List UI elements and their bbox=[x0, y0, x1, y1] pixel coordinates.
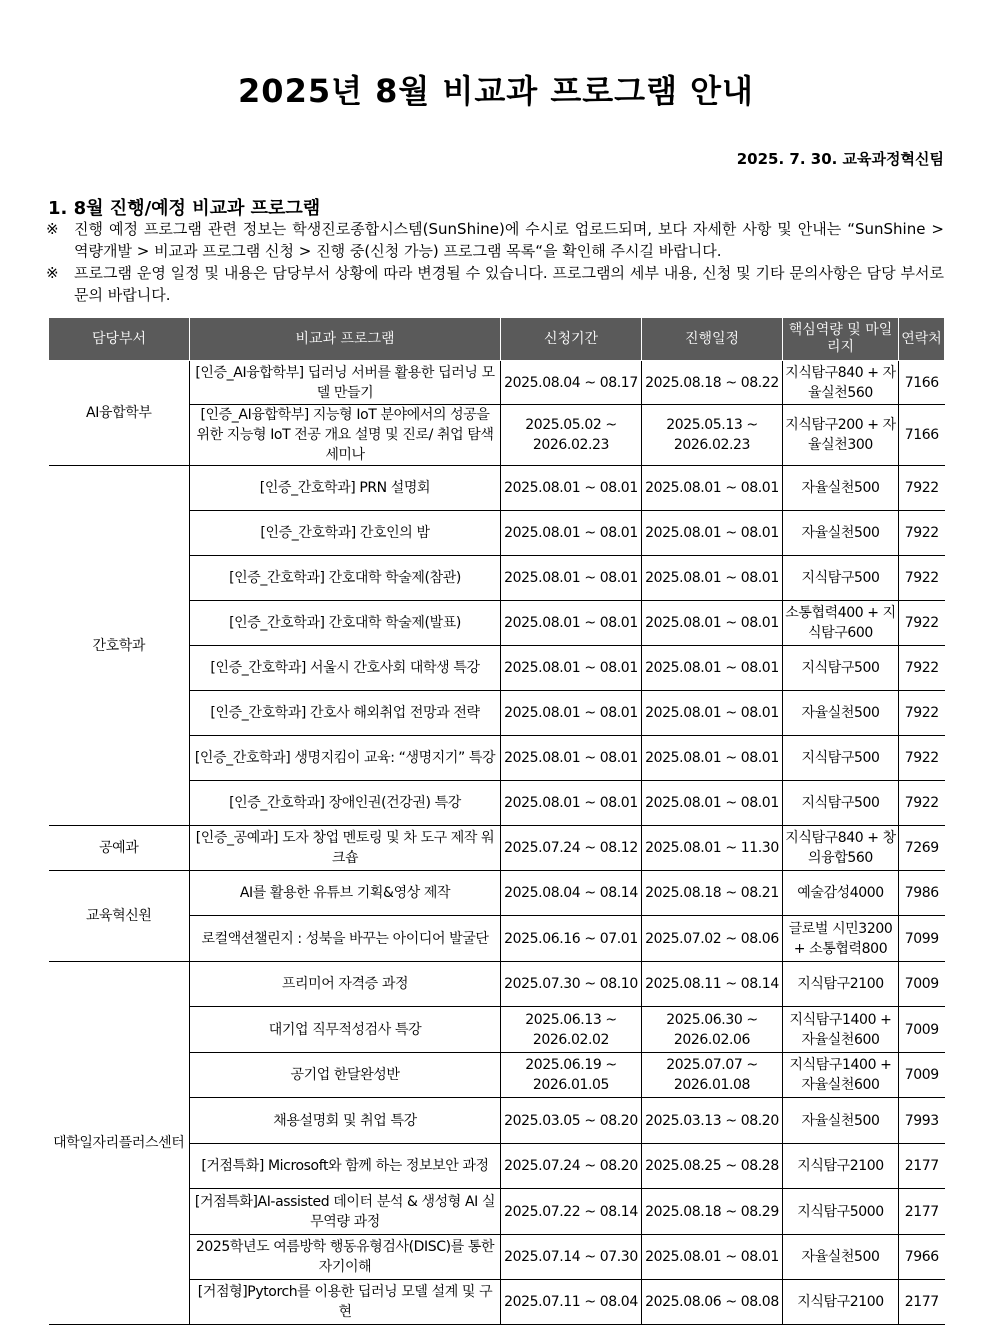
note-mark: ※ bbox=[46, 264, 59, 282]
apply-cell: 2025.08.01 ~ 08.01 bbox=[501, 691, 642, 736]
program-cell: 로컬액션챌린지 : 성북을 바꾸는 아이디어 발굴단 bbox=[190, 916, 501, 962]
program-cell: 2025학년도 여름방학 행동유형검사(DISC)를 통한 자기이해 bbox=[190, 1235, 501, 1280]
progress-cell: 2025.08.01 ~ 08.01 bbox=[642, 736, 783, 781]
apply-cell: 2025.07.24 ~ 08.12 bbox=[501, 826, 642, 871]
contact-cell: 7922 bbox=[899, 466, 945, 511]
contact-cell: 2177 bbox=[899, 1280, 945, 1325]
progress-cell: 2025.07.02 ~ 08.06 bbox=[642, 916, 783, 962]
program-cell: [인증_간호학과] 간호사 해외취업 전망과 전략 bbox=[190, 691, 501, 736]
competency-cell: 지식탐구5000 bbox=[783, 1189, 899, 1235]
program-cell: [인증_AI융합학부] 지능형 IoT 분야에서의 성공을 위한 지능형 IoT 전공 개요 설명 및 진로/ 취업 탐색 세미나 bbox=[190, 405, 501, 466]
dept-cell: 공예과 bbox=[49, 826, 190, 871]
competency-cell: 자율실천500 bbox=[783, 511, 899, 556]
progress-cell: 2025.06.30 ~ 2026.02.06 bbox=[642, 1007, 783, 1053]
header-contact: 연락처 bbox=[899, 318, 945, 361]
progress-cell: 2025.08.11 ~ 08.14 bbox=[642, 962, 783, 1007]
program-cell: [거점형]Pytorch를 이용한 딥러닝 모델 설계 및 구현 bbox=[190, 1280, 501, 1325]
competency-cell: 지식탐구1400 + 자율실천600 bbox=[783, 1007, 899, 1053]
competency-cell: 지식탐구2100 bbox=[783, 1280, 899, 1325]
contact-cell: 7166 bbox=[899, 405, 945, 466]
program-cell: [거점특화]AI-assisted 데이터 분석 & 생성형 AI 실무역량 과정 bbox=[190, 1189, 501, 1235]
table-row bbox=[49, 826, 945, 871]
progress-cell: 2025.08.01 ~ 08.01 bbox=[642, 466, 783, 511]
contact-cell: 7009 bbox=[899, 1053, 945, 1098]
table-row bbox=[49, 361, 945, 405]
apply-cell: 2025.08.04 ~ 08.14 bbox=[501, 871, 642, 916]
apply-cell: 2025.06.13 ~ 2026.02.02 bbox=[501, 1007, 642, 1053]
apply-cell: 2025.07.30 ~ 08.10 bbox=[501, 962, 642, 1007]
contact-cell: 7009 bbox=[899, 1007, 945, 1053]
progress-cell: 2025.08.18 ~ 08.21 bbox=[642, 871, 783, 916]
contact-cell: 7166 bbox=[899, 361, 945, 405]
contact-cell: 7922 bbox=[899, 601, 945, 646]
section-title: 1. 8월 진행/예정 비교과 프로그램 bbox=[48, 198, 321, 219]
dept-cell: AI융합학부 bbox=[49, 361, 190, 466]
contact-cell: 7922 bbox=[899, 781, 945, 826]
competency-cell: 지식탐구840 + 자율실천560 bbox=[783, 361, 899, 405]
contact-cell: 7922 bbox=[899, 556, 945, 601]
program-cell: [인증_AI융합학부] 딥러닝 서버를 활용한 딥러닝 모델 만들기 bbox=[190, 361, 501, 405]
competency-cell: 소통협력400 + 지식탐구600 bbox=[783, 601, 899, 646]
program-cell: 공기업 한달완성반 bbox=[190, 1053, 501, 1098]
header-apply-period: 신청기간 bbox=[501, 318, 642, 361]
apply-cell: 2025.08.01 ~ 08.01 bbox=[501, 781, 642, 826]
competency-cell: 예술감성4000 bbox=[783, 871, 899, 916]
progress-cell: 2025.08.18 ~ 08.29 bbox=[642, 1189, 783, 1235]
apply-cell: 2025.07.22 ~ 08.14 bbox=[501, 1189, 642, 1235]
table-header-row bbox=[49, 318, 945, 361]
competency-cell: 자율실천500 bbox=[783, 691, 899, 736]
header-dept: 담당부서 bbox=[49, 318, 190, 361]
contact-cell: 7269 bbox=[899, 826, 945, 871]
apply-cell: 2025.08.01 ~ 08.01 bbox=[501, 511, 642, 556]
apply-cell: 2025.06.16 ~ 07.01 bbox=[501, 916, 642, 962]
program-table bbox=[48, 317, 945, 1325]
progress-cell: 2025.08.01 ~ 08.01 bbox=[642, 646, 783, 691]
note-text: 진행 예정 프로그램 관련 정보는 학생진로종합시스템(SunShine)에 수시로 업로드되며, 보다 자세한 사항 및 안내는 “SunShine > 역량개발 > 비교과 프로그램 신청 > 진행 중(신청 가능) 프로그램 목록“을 확인해 주시길 바랍니다. bbox=[74, 220, 944, 260]
apply-cell: 2025.08.01 ~ 08.01 bbox=[501, 556, 642, 601]
contact-cell: 7966 bbox=[899, 1235, 945, 1280]
apply-cell: 2025.07.11 ~ 08.04 bbox=[501, 1280, 642, 1325]
apply-cell: 2025.08.01 ~ 08.01 bbox=[501, 466, 642, 511]
apply-cell: 2025.08.01 ~ 08.01 bbox=[501, 736, 642, 781]
competency-cell: 지식탐구500 bbox=[783, 736, 899, 781]
contact-cell: 7922 bbox=[899, 736, 945, 781]
progress-cell: 2025.07.07 ~ 2026.01.08 bbox=[642, 1053, 783, 1098]
contact-cell: 7922 bbox=[899, 511, 945, 556]
competency-cell: 자율실천500 bbox=[783, 1235, 899, 1280]
program-cell: [인증_간호학과] 간호대학 학술제(참관) bbox=[190, 556, 501, 601]
progress-cell: 2025.08.01 ~ 08.01 bbox=[642, 556, 783, 601]
table-row bbox=[49, 871, 945, 916]
progress-cell: 2025.05.13 ~ 2026.02.23 bbox=[642, 405, 783, 466]
program-cell: [인증_간호학과] 간호대학 학술제(발표) bbox=[190, 601, 501, 646]
apply-cell: 2025.08.04 ~ 08.17 bbox=[501, 361, 642, 405]
note-mark: ※ bbox=[46, 220, 59, 238]
page-title: 2025년 8월 비교과 프로그램 안내 bbox=[238, 72, 754, 110]
apply-cell: 2025.07.14 ~ 07.30 bbox=[501, 1235, 642, 1280]
apply-cell: 2025.08.01 ~ 08.01 bbox=[501, 601, 642, 646]
competency-cell: 지식탐구2100 bbox=[783, 1144, 899, 1189]
program-cell: [거점특화] Microsoft와 함께 하는 정보보안 과정 bbox=[190, 1144, 501, 1189]
apply-cell: 2025.05.02 ~ 2026.02.23 bbox=[501, 405, 642, 466]
progress-cell: 2025.08.01 ~ 11.30 bbox=[642, 826, 783, 871]
contact-cell: 2177 bbox=[899, 1189, 945, 1235]
program-cell: [인증_간호학과] 생명지킴이 교육: “생명지기” 특강 bbox=[190, 736, 501, 781]
notes bbox=[46, 218, 944, 306]
program-cell: 대기업 직무적성검사 특강 bbox=[190, 1007, 501, 1053]
progress-cell: 2025.08.01 ~ 08.01 bbox=[642, 511, 783, 556]
note-2 bbox=[46, 262, 944, 306]
competency-cell: 글로벌 시민3200 + 소통협력800 bbox=[783, 916, 899, 962]
progress-cell: 2025.08.25 ~ 08.28 bbox=[642, 1144, 783, 1189]
contact-cell: 7922 bbox=[899, 646, 945, 691]
dept-cell: 대학일자리플러스센터 bbox=[49, 962, 190, 1325]
progress-cell: 2025.08.01 ~ 08.01 bbox=[642, 1235, 783, 1280]
table-row bbox=[49, 962, 945, 1007]
dept-cell: 교육혁신원 bbox=[49, 871, 190, 962]
contact-cell: 7993 bbox=[899, 1098, 945, 1144]
competency-cell: 지식탐구200 + 자율실천300 bbox=[783, 405, 899, 466]
header-competency: 핵심역량 및 마일리지 bbox=[783, 318, 899, 361]
competency-cell: 지식탐구840 + 창의융합560 bbox=[783, 826, 899, 871]
program-cell: AI를 활용한 유튜브 기획&영상 제작 bbox=[190, 871, 501, 916]
contact-cell: 7009 bbox=[899, 962, 945, 1007]
contact-cell: 2177 bbox=[899, 1144, 945, 1189]
header-program: 비교과 프로그램 bbox=[190, 318, 501, 361]
progress-cell: 2025.08.18 ~ 08.22 bbox=[642, 361, 783, 405]
contact-cell: 7922 bbox=[899, 691, 945, 736]
header-progress-schedule: 진행일정 bbox=[642, 318, 783, 361]
competency-cell: 자율실천500 bbox=[783, 1098, 899, 1144]
apply-cell: 2025.03.05 ~ 08.20 bbox=[501, 1098, 642, 1144]
program-cell: [인증_간호학과] 간호인의 밤 bbox=[190, 511, 501, 556]
competency-cell: 지식탐구500 bbox=[783, 556, 899, 601]
competency-cell: 지식탐구1400 + 자율실천600 bbox=[783, 1053, 899, 1098]
progress-cell: 2025.08.01 ~ 08.01 bbox=[642, 781, 783, 826]
dept-cell: 간호학과 bbox=[49, 466, 190, 826]
progress-cell: 2025.08.01 ~ 08.01 bbox=[642, 601, 783, 646]
competency-cell: 지식탐구500 bbox=[783, 781, 899, 826]
program-cell: 채용설명회 및 취업 특강 bbox=[190, 1098, 501, 1144]
progress-cell: 2025.08.01 ~ 08.01 bbox=[642, 691, 783, 736]
program-cell: [인증_공예과] 도자 창업 멘토링 및 차 도구 제작 워크숍 bbox=[190, 826, 501, 871]
program-cell: [인증_간호학과] PRN 설명회 bbox=[190, 466, 501, 511]
contact-cell: 7986 bbox=[899, 871, 945, 916]
note-text: 프로그램 운영 일정 및 내용은 담당부서 상황에 따라 변경될 수 있습니다. 프로그램의 세부 내용, 신청 및 기타 문의사항은 담당 부서로 문의 바랍니다. bbox=[74, 264, 944, 304]
apply-cell: 2025.06.19 ~ 2026.01.05 bbox=[501, 1053, 642, 1098]
competency-cell: 지식탐구500 bbox=[783, 646, 899, 691]
issue-date: 2025. 7. 30. 교육과정혁신팀 bbox=[736, 150, 944, 168]
competency-cell: 지식탐구2100 bbox=[783, 962, 899, 1007]
contact-cell: 7099 bbox=[899, 916, 945, 962]
table-row bbox=[49, 466, 945, 511]
progress-cell: 2025.08.06 ~ 08.08 bbox=[642, 1280, 783, 1325]
note-1 bbox=[46, 218, 944, 262]
program-cell: 프리미어 자격증 과정 bbox=[190, 962, 501, 1007]
progress-cell: 2025.03.13 ~ 08.20 bbox=[642, 1098, 783, 1144]
apply-cell: 2025.08.01 ~ 08.01 bbox=[501, 646, 642, 691]
program-cell: [인증_간호학과] 장애인권(건강권) 특강 bbox=[190, 781, 501, 826]
program-cell: [인증_간호학과] 서울시 간호사회 대학생 특강 bbox=[190, 646, 501, 691]
apply-cell: 2025.07.24 ~ 08.20 bbox=[501, 1144, 642, 1189]
competency-cell: 자율실천500 bbox=[783, 466, 899, 511]
